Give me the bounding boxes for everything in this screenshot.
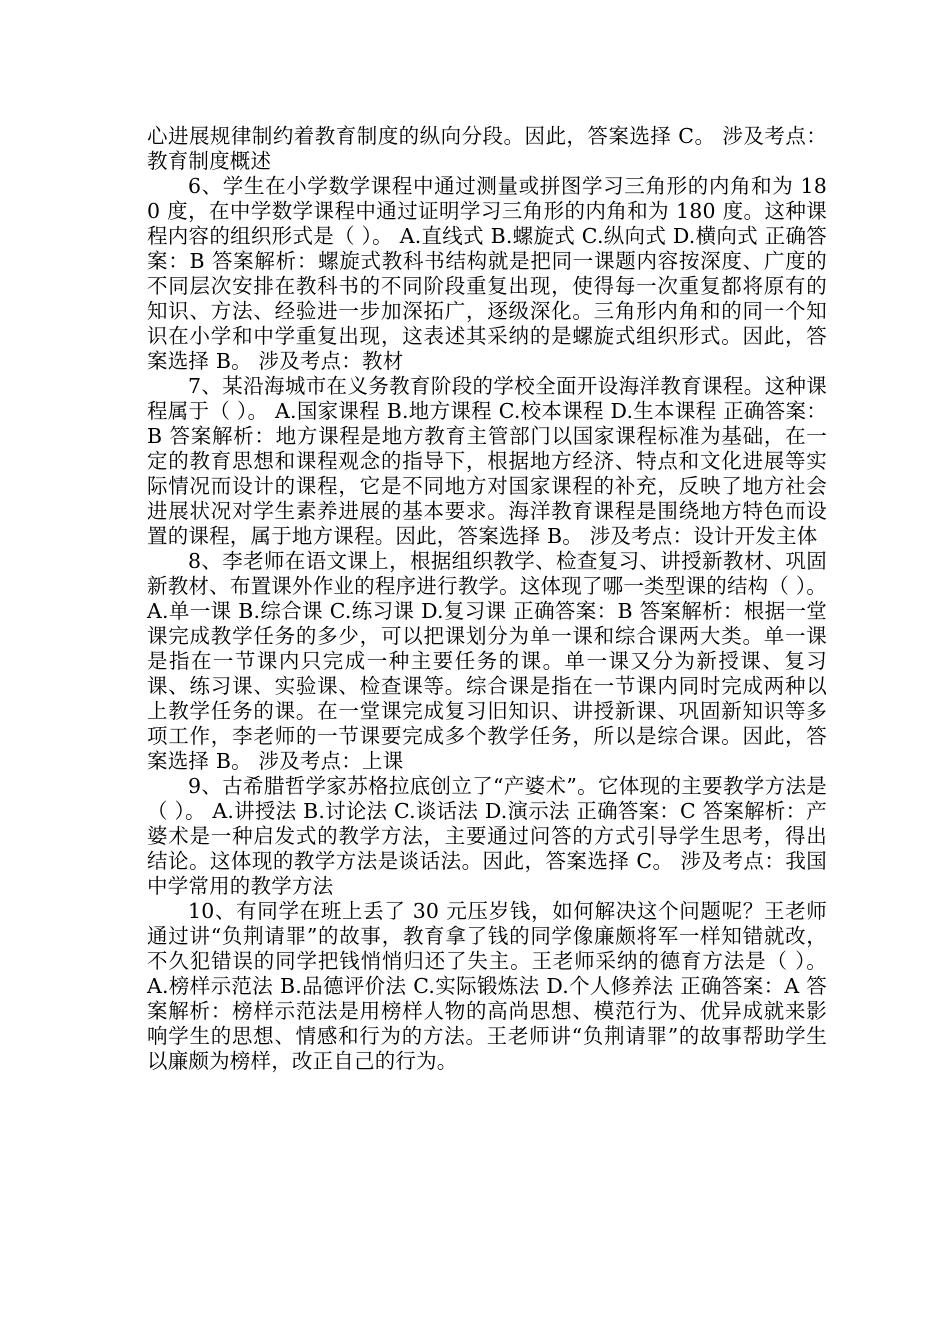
document-page [147,124,827,1074]
paragraph-question-7: 7、某沿海城市在义务教育阶段的学校全面开设海洋教育课程。这种课程属于（ ）。 A.国家课程 B.地方课程 C.校本课程 D.生本课程 正确答案：B 答案解析：地方课程是地方教育主管部门以国家课程标准为基础，在一定的教育思想和课程观念的指导下，根据地方经济、特点和文化进展等实际情况而设计的课程，它是不同地方对国家课程的补充，反映了地方社会进展状况对学生素养进展的基本要求。海洋教育课程是围绕地方特色而设置的课程，属于地方课程。因此，答案选择 B。 涉及考点：设计开发主体 [147,374,827,548]
paragraph-question-10: 10、有同学在班上丢了 30 元压岁钱，如何解决这个问题呢？王老师通过讲“负荆请罪”的故事，教育拿了钱的同学像廉颇将军一样知错就改，不久犯错误的同学把钱悄悄归还了失主。王老师采纳的德育方法是（ ）。 A.榜样示范法 B.品德评价法 C.实际锻炼法 D.个人修养法 正确答案：A 答案解析：榜样示范法是用榜样人物的高尚思想、模范行为、优异成就来影响学生的思想、情感和行为的方法。王老师讲“负荆请罪”的故事帮助学生以廉颇为榜样，改正自己的行为。 [147,899,827,1073]
paragraph-question-6: 6、学生在小学数学课程中通过测量或拼图学习三角形的内角和为 180 度，在中学数学课程中通过证明学习三角形的内角和为 180 度。这种课程内容的组织形式是（ ）。 A.直线式 B.螺旋式 C.纵向式 D.横向式 正确答案：B 答案解析：螺旋式教科书结构就是把同一课题内容按深度、广度的不同层次安排在教科书的不同阶段重复出现，使得每一次重复都将原有的知识、方法、经验进一步加深拓广，逐级深化。三角形内角和的同一个知识在小学和中学重复出现，这表述其采纳的是螺旋式组织形式。因此，答案选择 B。 涉及考点：教材 [147,174,827,373]
paragraph-question-8: 8、李老师在语文课上，根据组织教学、检查复习、讲授新教材、巩固新教材、布置课外作业的程序进行教学。这体现了哪一类型课的结构（ ）。 A.单一课 B.综合课 C.练习课 D.复习课 正确答案：B 答案解析：根据一堂课完成教学任务的多少，可以把课划分为单一课和综合课两大类。单一课是指在一节课内只完成一种主要任务的课。单一课又分为新授课、复习课、练习课、实验课、检查课等。综合课是指在一节课内同时完成两种以上教学任务的课。在一堂课完成复习旧知识、讲授新课、巩固新知识等多项工作，李老师的一节课要完成多个教学任务，所以是综合课。因此，答案选择 B。 涉及考点：上课 [147,549,827,773]
paragraph-q5-tail: 心进展规律制约着教育制度的纵向分段。因此，答案选择 C。 涉及考点：教育制度概述 [147,124,827,173]
paragraph-question-9: 9、古希腊哲学家苏格拉底创立了“产婆术”。它体现的主要教学方法是（ ）。 A.讲授法 B.讨论法 C.谈话法 D.演示法 正确答案：C 答案解析：产婆术是一种启发式的教学方法，主要通过问答的方式引导学生思考，得出结论。这体现的教学方法是谈话法。因此，答案选择 C。 涉及考点：我国中学常用的教学方法 [147,774,827,898]
